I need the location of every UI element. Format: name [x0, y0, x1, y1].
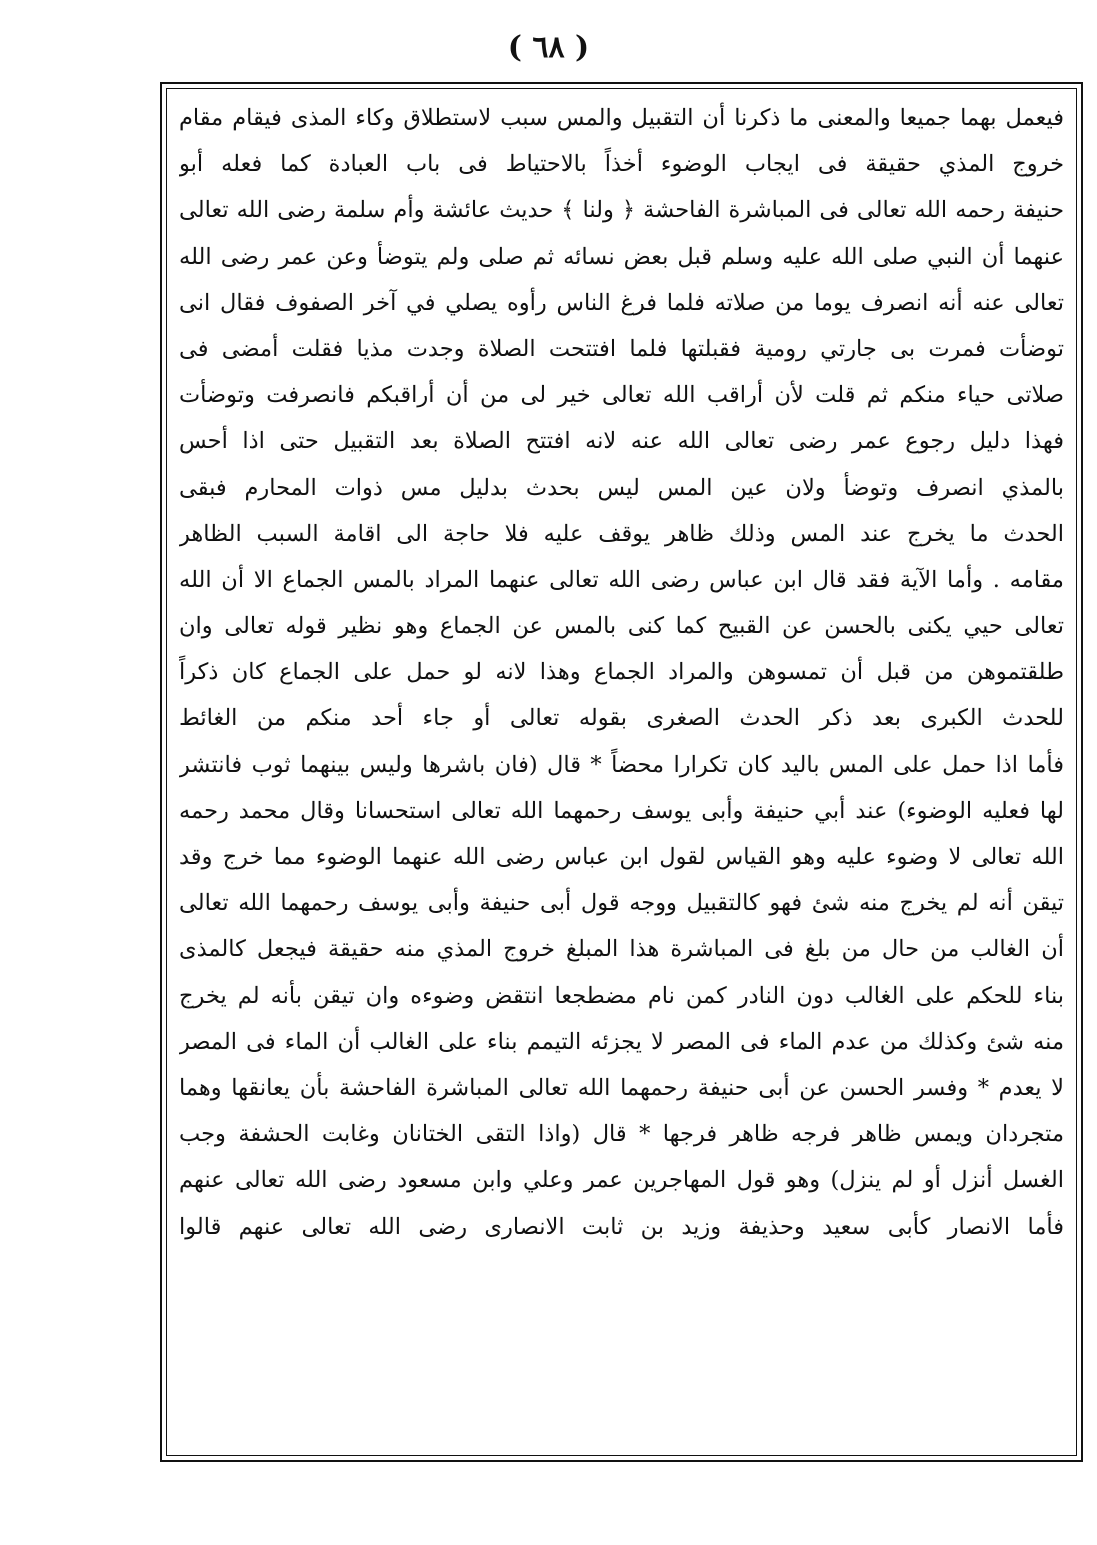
- text-line-2: خروج المذي حقيقة فى ايجاب الوضوء أخذاً بالاحتياط فى باب العبادة كما فعله أبو: [179, 151, 1064, 178]
- text-frame: [166, 88, 1077, 1456]
- text-line-10: الحدث ما يخرج عند المس وذلك ظاهر يوقف عليه فلا حاجة الى اقامة السبب الظاهر: [179, 520, 1064, 547]
- text-line-6: توضأت فمرت بى جارتي رومية فقبلتها فلما افتتحت الصلاة وجدت مذيا فقلت أمضى فى: [179, 335, 1064, 362]
- text-line-15: فأما اذا حمل على المس باليد كان تكرارا محضاً * قال (فان باشرها وليس بينهما ثوب فانتشر: [179, 751, 1064, 778]
- text-line-12: تعالى حيي يكنى بالحسن عن القبيح كما كنى بالمس عن الجماع وهو نظير قوله تعالى وان: [179, 613, 1064, 640]
- text-line-20: بناء للحكم على الغالب دون النادر كمن نام مضطجعا انتقض وضوءه وان تيقن بأنه لم يخرج: [179, 982, 1064, 1009]
- text-line-14: للحدث الكبرى بعد ذكر الحدث الصغرى بقوله تعالى أو جاء أحد منكم من الغائط: [179, 705, 1064, 732]
- text-line-13: طلقتموهن من قبل أن تمسوهن والمراد الجماع وهذا لانه لو حمل على الجماع كان ذكراً: [179, 659, 1064, 686]
- text-line-9: بالمذي انصرف وتوضأ ولان عين المس ليس بحدث بدليل مس ذوات المحارم فبقى: [179, 474, 1064, 501]
- text-line-23: متجردان ويمس ظاهر فرجه ظاهر فرجها * قال (واذا التقى الختانان وغابت الحشفة وجب: [179, 1121, 1064, 1148]
- text-line-3: حنيفة رحمه الله تعالى فى المباشرة الفاحشة ﴿ ولنا ﴾ حديث عائشة وأم سلمة رضى الله تعالى: [179, 197, 1064, 224]
- text-line-4: عنهما أن النبي صلى الله عليه وسلم قبل بعض نسائه ثم صلى ولم يتوضأ وعن عمر رضى الله: [179, 243, 1064, 270]
- text-line-16: لها فعليه الوضوء) عند أبي حنيفة وأبى يوسف رحمهما الله تعالى استحسانا وقال محمد رحمه: [179, 797, 1064, 824]
- text-line-8: فهذا دليل رجوع عمر رضى تعالى الله عنه لانه افتتح الصلاة بعد التقبيل حتى اذا أحس: [179, 428, 1064, 455]
- text-line-5: تعالى عنه أنه انصرف يوما من صلاته فلما فرغ الناس رأوه يصلي في آخر الصفوف فقال انى: [179, 289, 1064, 316]
- text-line-25: فأما الانصار كأبى سعيد وحذيفة وزيد بن ثابت الانصارى رضى الله تعالى عنهم قالوا: [179, 1213, 1064, 1240]
- text-line-22: لا يعدم * وفسر الحسن عن أبى حنيفة رحمهما الله تعالى المباشرة الفاحشة بأن يعانقها وهما: [179, 1074, 1064, 1101]
- text-line-18: تيقن أنه لم يخرج منه شئ فهو كالتقبيل ووجه قول أبى حنيفة وأبى يوسف رحمهما الله تعالى: [179, 890, 1064, 917]
- text-line-7: صلاتى حياء منكم ثم قلت لأن أراقب الله تعالى خير لى من أن أراقبكم فانصرفت وتوضأت: [179, 382, 1064, 409]
- text-line-19: أن الغالب من حال من بلغ فى المباشرة هذا المبلغ خروج المذي منه حقيقة فيجعل كالمذى: [179, 936, 1064, 963]
- page-number: ( ٦٨ ): [507, 30, 590, 65]
- text-line-21: منه شئ وكذلك من عدم الماء فى المصر لا يجزئه التيمم بناء على الغالب أن الماء فى المصر: [179, 1028, 1064, 1055]
- text-line-1: فيعمل بهما جميعا والمعنى ما ذكرنا أن التقبيل والمس سبب لاستطلاق وكاء المذى فيقام مقام: [179, 105, 1064, 131]
- text-line-11: مقامه . وأما الآية فقد قال ابن عباس رضى الله تعالى عنهما المراد بالمس الجماع الا أن الله: [179, 566, 1064, 593]
- text-line-17: الله تعالى لا وضوء عليه وهو القياس لقول ابن عباس رضى الله عنهما الوضوء مما خرج وقد: [179, 844, 1064, 870]
- text-line-24: الغسل أنزل أو لم ينزل) وهو قول المهاجرين عمر وعلي وابن مسعود رضى الله تعالى عنهم: [179, 1167, 1064, 1194]
